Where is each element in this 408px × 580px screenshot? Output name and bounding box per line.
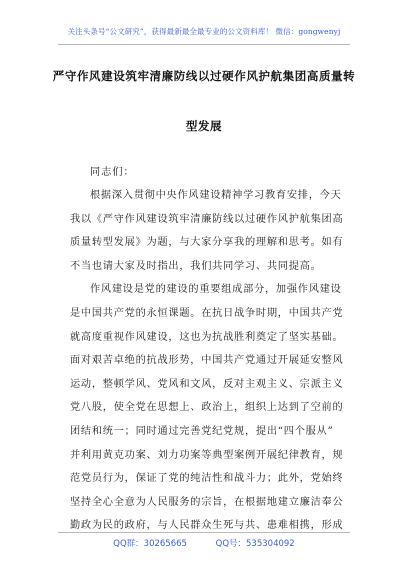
paragraph-line: 坚持全心全意为人民服务的宗旨，在根据地建立廉洁奉公 — [70, 496, 344, 508]
paragraph-line: 勤政为民的政府，与人民群众生死与共、患难相携，形成 — [70, 520, 344, 532]
paragraph-line: 团结和统一；同时通过完善党纪党规，提出“四个服从” — [70, 425, 334, 437]
footer-divider — [58, 532, 350, 533]
paragraph-line: 运动，整顿学风、党风和文风，反对主观主义、宗派主义 — [70, 378, 344, 390]
paragraph-line: 是中国共产党的永恒课题。在抗日战争时期，中国共产党 — [70, 308, 344, 319]
paragraph-1 — [70, 184, 344, 302]
paragraph-line: 质量转型发展》为题，与大家分享我的理解和思考。如有 — [70, 237, 344, 249]
paragraph-line: 面对艰苦卓绝的抗战形势，中国共产党通过开展延安整风 — [70, 355, 344, 367]
paragraph-2 — [70, 302, 344, 538]
salutation: 同志们： — [90, 167, 135, 178]
header-divider — [58, 44, 350, 45]
paragraph-line: 并利用黄克功案、刘力功案等典型案例开展纪律教育，规 — [70, 449, 344, 461]
header-promo-note: 关注头条号“公文研究”，获得最新最全最专业的公文资料库！ 微信：gongwenyj — [67, 27, 341, 36]
footer-qq-contact: QQ群：30265665 QQ号：535304092 — [113, 539, 295, 549]
document-title-line-1: 严守作风建设筑牢清廉防线以过硬作风护航集团高质量转 — [52, 69, 356, 83]
document-title-line-2: 型发展 — [185, 119, 223, 133]
paragraph-line: 作风建设是党的建设的重要组成部分，加强作风建设 — [90, 284, 342, 296]
paragraph-line: 我以《严守作风建设筑牢清廉防线以过硬作风护航集团高 — [70, 213, 344, 225]
paragraph-line: 就高度重视作风建设，这也为抗战胜利奠定了坚实基础。 — [70, 331, 344, 343]
paragraph-line: 范党员行为，保证了党的纯洁性和战斗力；此外，党始终 — [70, 473, 344, 485]
paragraph-line: 不当也请大家及时指出，我们共同学习、共同提高。 — [70, 260, 322, 272]
paragraph-line: 党八股，使全党在思想上、政治上，组织上达到了空前的 — [70, 402, 344, 414]
paragraph-line: 根据深入贯彻中央作风建设精神学习教育安排，今天 — [90, 190, 342, 201]
